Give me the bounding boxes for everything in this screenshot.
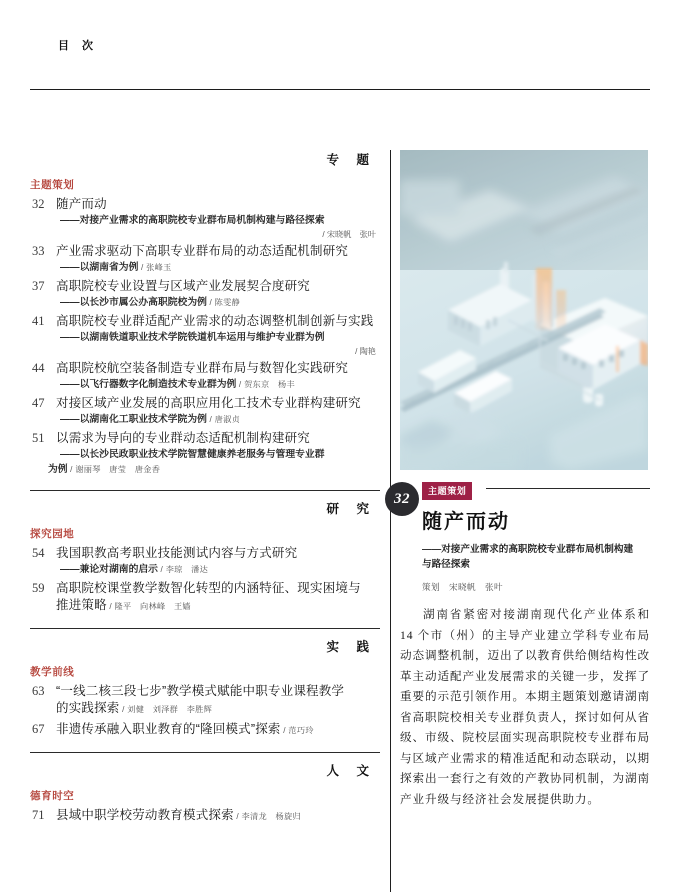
category-label: 主题策划	[30, 179, 75, 191]
toc-entry-authors: / 陶艳	[355, 347, 376, 356]
toc-entry-authors: / 唐淑贞	[206, 415, 241, 424]
toc-entry-authors: / 谢丽琴 唐莹 唐金香	[67, 465, 161, 474]
toc-entry-authors: / 李清龙 杨旋归	[233, 812, 301, 821]
toc-entry[interactable]	[30, 243, 380, 275]
toc-entry-title: 高职院校专业群适配产业需求的动态调整机制创新与实践	[56, 314, 374, 328]
toc-entry-subtitle: ——以飞行器数字化制造技术专业群为例 / 贺东京 杨丰	[60, 379, 295, 390]
category-label: 德育时空	[30, 790, 75, 802]
section-header: 实 践	[326, 640, 376, 654]
toc-entry-subtitle: ——以长沙民政职业技术学院智慧健康养老服务与管理专业群	[60, 449, 325, 460]
toc-entry-title: 产业需求驱动下高职专业群布局的动态适配机制研究	[56, 244, 349, 258]
section-rule	[30, 752, 380, 753]
toc-entry[interactable]	[30, 721, 380, 739]
toc-entry-main	[30, 360, 380, 377]
toc-entry-authors: / 宋晓帆 张叶	[322, 230, 376, 239]
toc-left-column	[30, 150, 380, 828]
toc-entry-title: “一线二核三段七步”教学模式赋能中职专业课程教学	[56, 684, 345, 698]
toc-page-number: 47	[32, 396, 45, 410]
toc-page-number: 63	[32, 684, 45, 698]
section-header: 专 题	[326, 153, 376, 167]
section-rule	[30, 628, 380, 629]
featured-article-column	[394, 150, 650, 810]
article-body-text: 湖南省紧密对接湖南现代化产业体系和 14 个市（州）的主导产业建立学科专业布局动态调整机制，迈出了以教育供给侧结构性改革主动适配产业发展需求的关键一步，发挥了重要的示范引领作用。本期主题策划邀请湖南省高职院校相关专业群负责人，探讨如何从省级、市级、院校层面实现高职院校专业群布局与区域产业需求的精准适配和动态联动，以期探索出一套行之有效的产教协同机制，为湖南产业升级与经济社会发展提供助力。	[400, 608, 650, 806]
toc-entry[interactable]	[30, 395, 380, 427]
toc-entry-main	[30, 395, 380, 412]
article-tag-rule	[486, 488, 650, 489]
toc-entry[interactable]	[30, 807, 380, 825]
toc-entry-title-cont: 推进策略 / 隆平 向林峰 王嫱	[56, 598, 191, 612]
toc-entry-subtitle: ——对接产业需求的高职院校专业群布局机制构建与路径探索	[60, 215, 325, 226]
toc-entry-subtitle-cont: 为例 / 谢丽琴 唐莹 唐金香	[48, 464, 161, 475]
toc-entry-subtitle: ——以长沙市属公办高职院校为例 / 陈雯静	[60, 297, 241, 308]
article-tag-row	[422, 482, 650, 496]
toc-entry[interactable]	[30, 360, 380, 392]
category-label: 教学前线	[30, 666, 75, 678]
toc-entry-main	[30, 721, 380, 739]
toc-entry-authors: / 刘健 刘泽群 李胜辉	[119, 705, 213, 714]
article-subtitle-line1: ——对接产业需求的高职院校专业群布局机制构建	[422, 544, 634, 555]
toc-entry-main	[30, 243, 380, 260]
section-header: 研 究	[326, 502, 376, 516]
toc-page-number: 32	[32, 197, 45, 211]
hero-image	[400, 150, 648, 470]
toc-page-number: 33	[32, 244, 45, 258]
toc-entry-subtitle: ——以湖南铁道职业技术学院铁道机车运用与维护专业群为例	[60, 332, 325, 343]
toc-page-number: 41	[32, 314, 45, 328]
toc-entry-main	[30, 430, 380, 447]
toc-entry-title: 非遗传承融入职业教育的“隆回模式”探索 / 范巧玲	[56, 722, 314, 736]
toc-entry-authors: / 隆平 向林峰 王嫱	[106, 602, 191, 611]
toc-entry[interactable]	[30, 278, 380, 310]
toc-entry[interactable]	[30, 545, 380, 577]
toc-entry-subtitle: ——以湖南省为例 / 张峰玉	[60, 262, 172, 273]
article-subtitle	[422, 542, 650, 572]
toc-page-number: 54	[32, 546, 45, 560]
toc-page-number: 59	[32, 581, 45, 595]
toc-entry-authors: / 张峰玉	[138, 263, 172, 272]
toc-page-number: 44	[32, 361, 45, 375]
article-title: 随产而动	[422, 511, 510, 533]
toc-page-number: 67	[32, 722, 45, 736]
page-title: 目 次	[58, 40, 99, 52]
toc-entry-title: 县域中职学校劳动教育模式探索 / 李清龙 杨旋归	[56, 808, 301, 822]
toc-entry-title-cont: 的实践探索 / 刘健 刘泽群 李胜辉	[56, 701, 213, 715]
page-number-badge: 32	[385, 482, 419, 516]
toc-entry-authors: / 贺东京 杨丰	[236, 380, 295, 389]
toc-entry-main	[30, 580, 380, 597]
toc-entry-main	[30, 683, 380, 700]
section-rule	[30, 490, 380, 491]
article-credit: 策划 宋晓帆 张叶	[422, 582, 503, 592]
toc-entry-title: 随产而动	[56, 197, 107, 211]
masthead-rule	[30, 89, 650, 90]
toc-entry-main	[30, 196, 380, 213]
toc-entry[interactable]	[30, 430, 380, 477]
column-divider	[390, 150, 391, 892]
category-label: 探究园地	[30, 528, 75, 540]
toc-entry-title: 高职院校课堂教学数智化转型的内涵特征、现实困境与	[56, 581, 361, 595]
article-subtitle-line2: 与路径探索	[422, 559, 470, 570]
toc-entry-title: 高职院校航空装备制造专业群布局与数智化实践研究	[56, 361, 349, 375]
toc-entry-main	[30, 545, 380, 562]
toc-entry-title: 以需求为导向的专业群动态适配机制构建研究	[56, 431, 311, 445]
toc-entry-title: 高职院校专业设置与区域产业发展契合度研究	[56, 279, 311, 293]
toc-entry-title: 我国职教高考职业技能测试内容与方式研究	[56, 546, 298, 560]
toc-entry-authors: / 范巧玲	[280, 726, 314, 735]
toc-page-number: 71	[32, 808, 45, 822]
toc-entry-subtitle: ——以湖南化工职业技术学院为例 / 唐淑贞	[60, 414, 241, 425]
toc-entry-main	[30, 807, 380, 825]
article-category-tag: 主题策划	[422, 482, 472, 500]
toc-entry[interactable]	[30, 313, 380, 357]
toc-entry[interactable]	[30, 196, 380, 240]
section-header: 人 文	[326, 764, 376, 778]
toc-entry-subtitle: ——兼论对湖南的启示 / 李琼 潘达	[60, 564, 209, 575]
toc-entry-authors: / 李琼 潘达	[157, 565, 209, 574]
toc-entry-main	[30, 278, 380, 295]
toc-page-number: 37	[32, 279, 45, 293]
toc-entry[interactable]	[30, 683, 380, 718]
toc-entry-authors: / 陈雯静	[206, 298, 241, 307]
toc-page-number: 51	[32, 431, 45, 445]
toc-entry-main	[30, 313, 380, 330]
toc-entry[interactable]	[30, 580, 380, 615]
toc-entry-title: 对接区域产业发展的高职应用化工技术专业群构建研究	[56, 396, 361, 410]
